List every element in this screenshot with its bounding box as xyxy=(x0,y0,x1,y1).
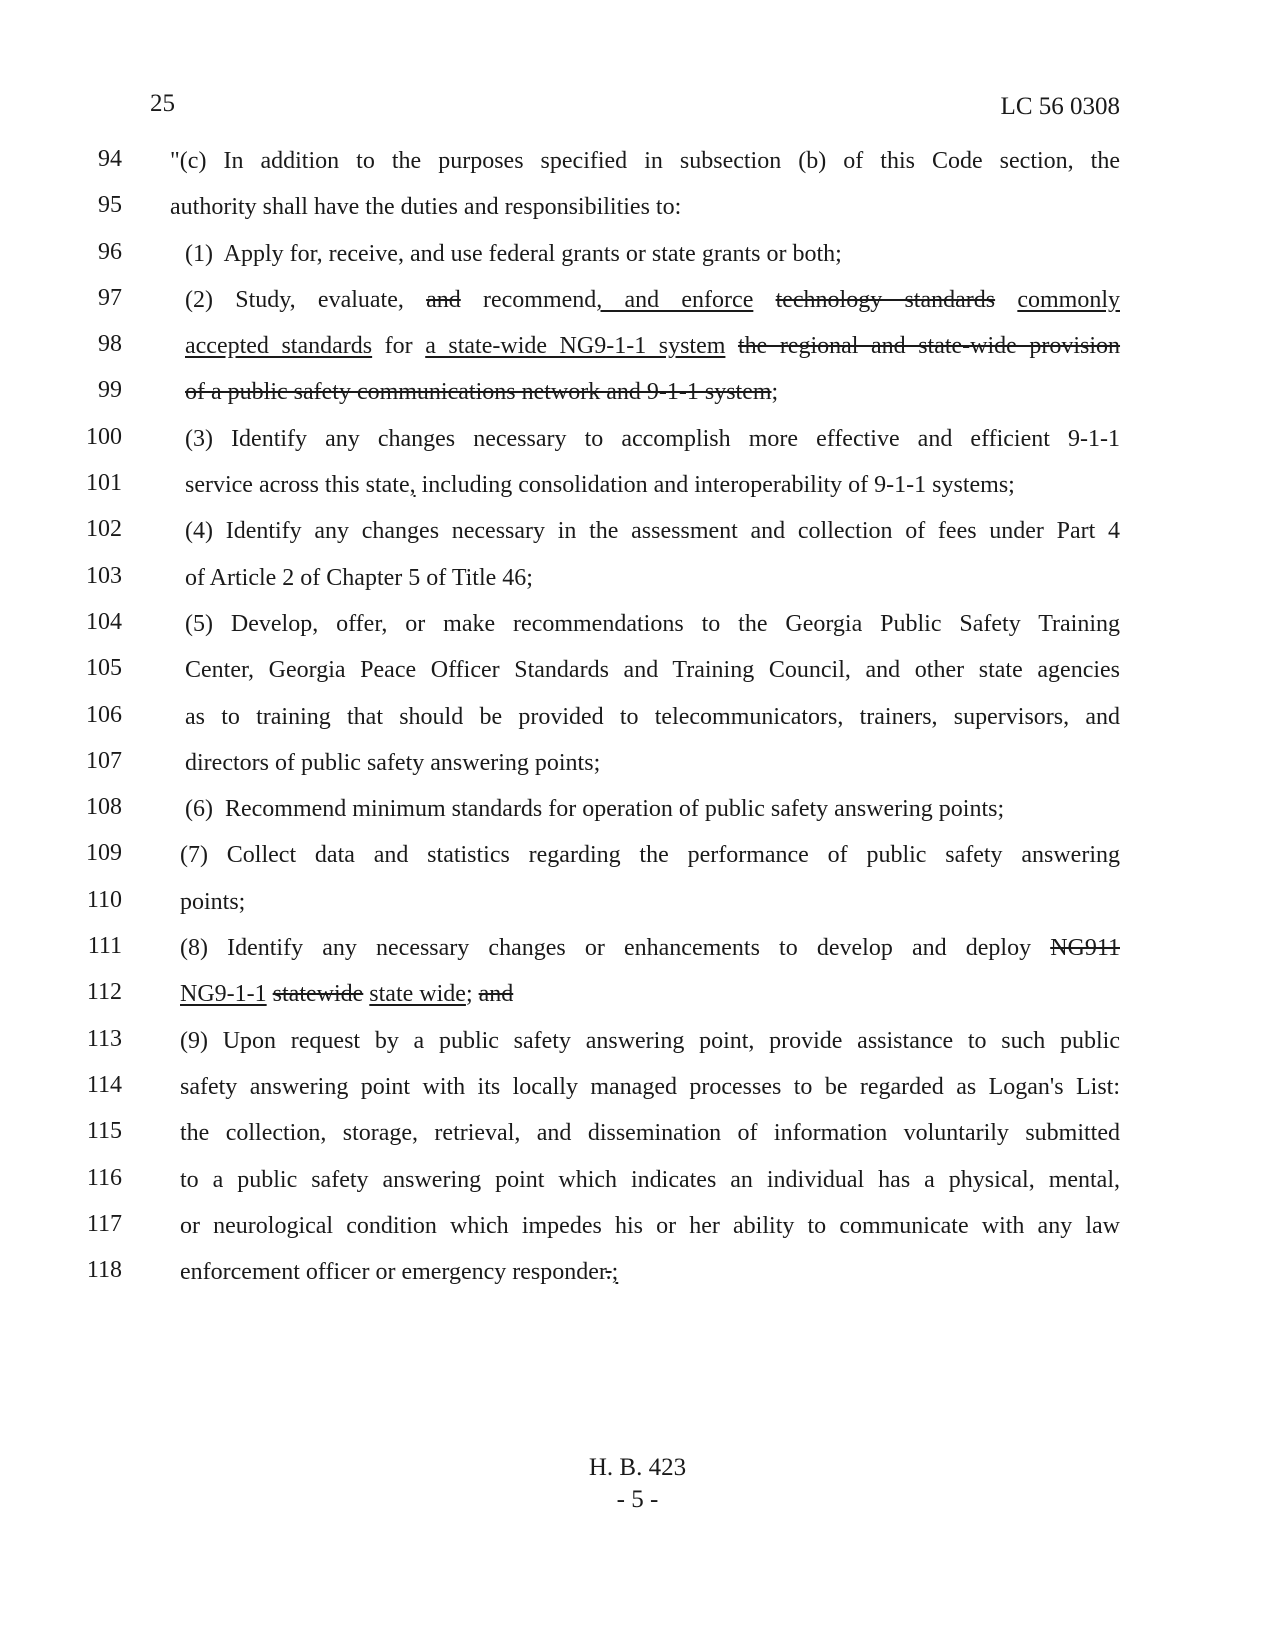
line-number: 94 xyxy=(98,146,122,172)
inserted-text: state wide xyxy=(369,981,466,1008)
bill-line xyxy=(0,975,1275,1021)
line-text xyxy=(180,887,245,917)
text-segment: points; xyxy=(180,888,246,915)
text-segment: authority shall have the duties and responsibilities to: xyxy=(170,194,682,221)
text-segment: or neurological condition which impedes his or her ability to communicate with any law xyxy=(180,1212,1120,1239)
line-number: 97 xyxy=(98,284,122,311)
bill-line xyxy=(0,235,1275,281)
line-text xyxy=(185,424,1120,454)
line-text xyxy=(180,979,513,1009)
line-number: 115 xyxy=(86,1118,122,1145)
text-segment: "(c) In addition to the purposes specified in subsection (b) of this Code section, the xyxy=(170,148,1120,174)
line-text xyxy=(185,702,1120,732)
bill-line xyxy=(0,1161,1275,1207)
footer xyxy=(0,1452,1275,1516)
bill-line xyxy=(0,420,1275,466)
line-number: 110 xyxy=(86,886,122,913)
text-segment: (4) Identify any changes necessary in the assessment and collection of fees under Part 4 xyxy=(185,518,1120,545)
line-text xyxy=(185,239,842,269)
line-text xyxy=(185,377,778,407)
bill-line xyxy=(0,281,1275,327)
bill-line xyxy=(0,790,1275,836)
deleted-text: NG911 xyxy=(1050,935,1120,962)
deleted-text: technology standards xyxy=(775,286,996,313)
text-segment: recommend xyxy=(460,286,597,313)
text-segment: (3) Identify any changes necessary to accomplish more effective and efficient 9-1-1 xyxy=(185,425,1120,452)
bill-line xyxy=(0,512,1275,558)
header-page-number: 25 xyxy=(150,90,175,117)
inserted-text: , and enforce xyxy=(596,286,754,313)
line-number: 106 xyxy=(86,701,122,728)
deleted-text: the regional and state-wide provision xyxy=(737,333,1121,360)
deleted-text: . xyxy=(605,1259,612,1286)
line-number: 109 xyxy=(86,840,122,867)
line-number: 96 xyxy=(98,238,122,265)
bill-line xyxy=(0,1253,1275,1299)
line-text xyxy=(180,1211,1120,1241)
text-segment: of Article 2 of Chapter 5 of Title 46; xyxy=(185,564,533,591)
line-number: 112 xyxy=(86,979,122,1006)
deleted-text: of a public safety communications network and 9-1-1 system xyxy=(185,379,772,406)
line-number: 105 xyxy=(86,655,122,682)
text-segment: (9) Upon request by a public safety answering point, provide assistance to such public xyxy=(180,1027,1120,1054)
bill-line xyxy=(0,929,1275,975)
deleted-text: statewide xyxy=(272,981,364,1008)
text-segment: the collection, storage, retrieval, and dissemination of information voluntarily submitted xyxy=(180,1120,1120,1147)
bill-line xyxy=(0,1068,1275,1114)
bill-line xyxy=(0,373,1275,419)
text-segment: for xyxy=(372,333,426,360)
bill-line xyxy=(0,327,1275,373)
line-number: 118 xyxy=(86,1257,122,1284)
line-text xyxy=(180,1118,1120,1148)
text-segment: service across this state xyxy=(185,472,410,499)
line-number: 104 xyxy=(86,608,122,635)
bill-line xyxy=(0,883,1275,929)
bill-line xyxy=(0,744,1275,790)
text-segment: ; xyxy=(771,379,779,406)
text-segment: as to training that should be provided to telecommunicators, trainers, supervisors, and xyxy=(185,703,1120,730)
bill-line xyxy=(0,466,1275,512)
line-number: 99 xyxy=(98,377,122,404)
line-text xyxy=(180,1026,1120,1056)
line-text xyxy=(170,192,681,222)
text-segment: to a public safety answering point which indicates an individual has a physical, mental, xyxy=(180,1166,1120,1193)
text-segment: safety answering point with its locally managed processes to be regarded as Logan's List: xyxy=(180,1073,1120,1100)
line-text xyxy=(180,1165,1120,1195)
line-text xyxy=(180,840,1120,870)
line-number: 116 xyxy=(86,1164,122,1191)
line-number: 102 xyxy=(86,516,122,543)
line-text xyxy=(185,331,1120,361)
line-number: 103 xyxy=(86,562,122,589)
text-segment: directors of public safety answering points; xyxy=(185,749,601,776)
line-text xyxy=(185,563,533,593)
line-text xyxy=(185,609,1120,639)
inserted-text: a state-wide NG9-1-1 system xyxy=(425,333,726,360)
text-segment: (6) Recommend minimum standards for operation of public safety answering points; xyxy=(185,796,1005,823)
text-segment xyxy=(725,333,738,359)
text-segment: including consolidation and interoperability of 9-1-1 systems; xyxy=(415,472,1015,499)
bill-line xyxy=(0,1114,1275,1160)
line-number: 107 xyxy=(86,747,122,774)
inserted-text: NG9-1-1 xyxy=(180,981,267,1008)
text-segment xyxy=(995,287,1017,313)
bill-line xyxy=(0,651,1275,697)
text-segment: enforcement officer or emergency responder xyxy=(180,1259,606,1286)
line-text xyxy=(185,470,1015,500)
line-number: 114 xyxy=(86,1071,122,1098)
bill-line xyxy=(0,188,1275,234)
line-number: 108 xyxy=(86,794,122,821)
bill-text-body xyxy=(0,142,1275,1299)
line-text xyxy=(180,1072,1120,1102)
bill-line xyxy=(0,605,1275,651)
bill-line xyxy=(0,836,1275,882)
bill-line xyxy=(0,1207,1275,1253)
line-text xyxy=(185,748,600,778)
text-segment: (7) Collect data and statistics regarding the performance of public safety answering xyxy=(180,842,1120,869)
line-text xyxy=(185,285,1120,315)
line-text xyxy=(185,655,1120,685)
header-doc-code: LC 56 0308 xyxy=(1000,93,1120,120)
line-text xyxy=(185,794,1004,824)
text-segment: (1) Apply for, receive, and use federal grants or state grants or both; xyxy=(185,240,842,267)
inserted-text: ; xyxy=(611,1259,619,1286)
deleted-text: and xyxy=(478,981,514,1008)
text-segment xyxy=(753,287,775,313)
line-number: 95 xyxy=(98,192,122,219)
line-text xyxy=(180,1257,618,1287)
line-number: 98 xyxy=(98,331,122,358)
line-number: 100 xyxy=(86,423,122,450)
text-segment: Center, Georgia Peace Officer Standards and Training Council, and other state agencies xyxy=(185,657,1120,684)
text-segment: (5) Develop, offer, or make recommendations to the Georgia Public Safety Training xyxy=(185,610,1120,637)
line-number: 113 xyxy=(86,1025,122,1052)
footer-bill-number: H. B. 423 xyxy=(588,1454,687,1481)
bill-line xyxy=(0,698,1275,744)
line-number: 111 xyxy=(87,933,122,960)
line-text xyxy=(170,146,1120,176)
bill-line xyxy=(0,142,1275,188)
footer-page-number: - 5 - xyxy=(616,1486,659,1513)
line-number: 101 xyxy=(86,470,122,497)
text-segment: (2) Study, evaluate, xyxy=(185,286,427,313)
deleted-text: and xyxy=(426,286,461,313)
inserted-text: accepted standards xyxy=(185,333,373,360)
line-text xyxy=(180,933,1120,963)
inserted-text: , xyxy=(409,472,416,499)
text-segment: (8) Identify any necessary changes or enhancements to develop and deploy xyxy=(180,935,1051,962)
line-text xyxy=(185,516,1120,546)
text-segment: ; xyxy=(465,981,479,1008)
line-number: 117 xyxy=(86,1210,122,1237)
bill-line xyxy=(0,1022,1275,1068)
bill-line xyxy=(0,559,1275,605)
inserted-text: commonly xyxy=(1017,286,1120,313)
